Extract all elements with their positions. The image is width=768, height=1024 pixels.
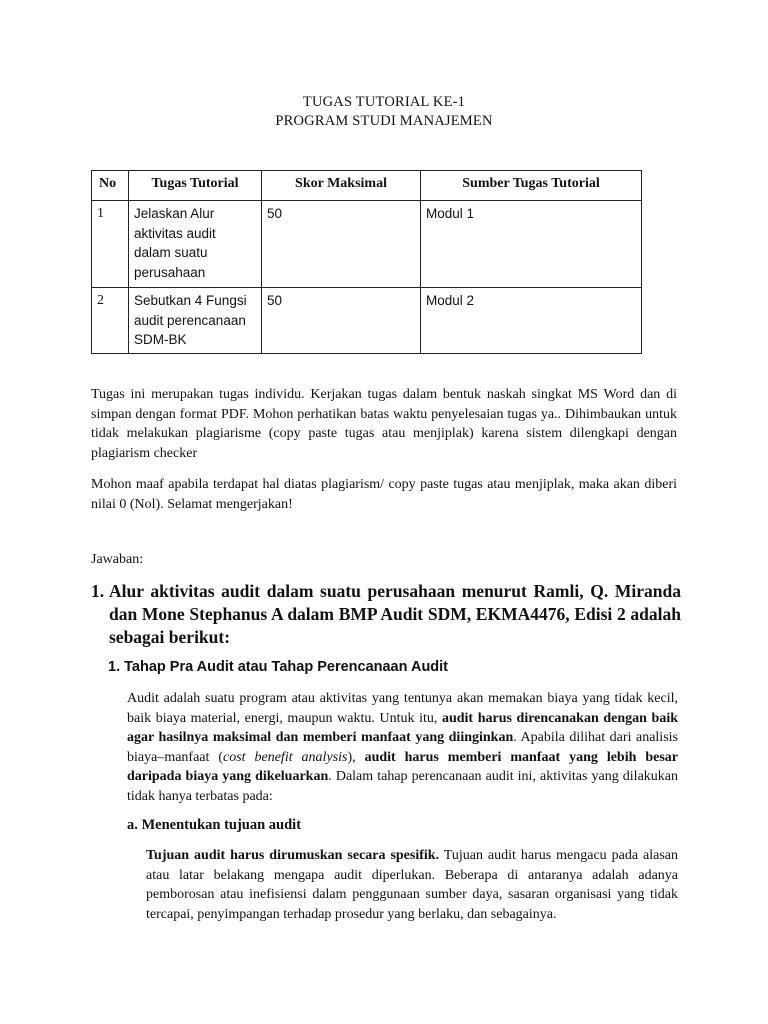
table-row (92, 288, 642, 354)
section-paragraph (127, 689, 678, 806)
bold-run: audit harus direncanakan dengan baik agar hasilnya maksimal dan memberi manfaat yang diinginkan (127, 710, 678, 745)
text-run: . Dalam tahap perencanaan audit ini, aktivitas yang dilakukan tidak hanya terbatas pada: (127, 769, 678, 804)
answer-label: Jawaban: (91, 552, 144, 567)
cell-sumber: Modul 2 (421, 288, 642, 354)
text-run: Audit adalah suatu program atau aktivitas yang tentunya akan memakan biaya yang tidak kecil, baik biaya material, energi, maupun waktu. Untuk itu, (127, 691, 678, 726)
subsection-paragraph (146, 846, 678, 924)
text-run: . Apabila dilihat dari analisis biaya–manfaat ( (127, 730, 678, 765)
italic-run: cost benefit analysis (223, 749, 348, 765)
cell-sumber: Modul 1 (421, 201, 642, 288)
section-heading: 1. Tahap Pra Audit atau Tahap Perencanaan Audit (108, 659, 449, 675)
answer-heading (91, 580, 681, 649)
heading-text: Alur aktivitas audit dalam suatu perusahaan menurut Ramli, Q. Miranda dan Mone Stephanus A dalam BMP Audit SDM, EKMA4476, Edisi 2 adalah sebagai berikut: (109, 581, 681, 647)
cell-skor: 50 (262, 201, 421, 288)
cell-skor: 50 (262, 288, 421, 354)
column-header-sumber: Sumber Tugas Tutorial (421, 171, 642, 201)
task-table (91, 170, 642, 354)
cell-tugas: Jelaskan Alur aktivitas audit dalam suatu perusahaan (129, 201, 262, 288)
cell-tugas: Sebutkan 4 Fungsi audit perencanaan SDM-BK (129, 288, 262, 354)
document-subtitle: PROGRAM STUDI MANAJEMEN (275, 113, 493, 129)
bold-run: audit harus memberi manfaat yang lebih besar daripada biaya yang dikeluarkan (127, 749, 679, 784)
column-header-no: No (92, 171, 129, 201)
instruction-paragraph: Tugas ini merupakan tugas individu. Kerjakan tugas dalam bentuk naskah singkat MS Word dan di simpan dengan format PDF. Mohon perhatikan batas waktu penyelesaian tugas ya.. Dihimbaukan untuk tidak melakukan plagiarisme (copy paste tugas atau menjiplak) karena sistem dilengkapi dengan plagiarism checker (91, 387, 677, 461)
bold-run: Tujuan audit harus dirumuskan secara spesifik. (146, 848, 440, 863)
cell-no: 2 (92, 288, 129, 354)
heading-number: 1. (91, 581, 105, 601)
column-header-skor: Skor Maksimal (262, 171, 421, 201)
subsection-heading: a. Menentukan tujuan audit (127, 817, 302, 833)
column-header-tugas: Tugas Tutorial (129, 171, 262, 201)
cell-no: 1 (92, 201, 129, 288)
table-row (92, 201, 642, 288)
document-title: TUGAS TUTORIAL KE-1 (302, 94, 466, 110)
warning-paragraph: Mohon maaf apabila terdapat hal diatas plagiarism/ copy paste tugas atau menjiplak, maka akan diberi nilai 0 (Nol). Selamat mengerjakan! (91, 477, 677, 512)
text-run: Tujuan audit harus mengacu pada alasan atau latar belakang mengapa audit diperlukan. Beberapa di antaranya adalah adanya pemborosan atau inefisiensi dalam penggunaan sumber daya, sasaran organisasi yang tidak tercapai, penyimpangan terhadap prosedur yang berlaku, dan sebagainya. (146, 848, 678, 922)
text-run: ), (347, 749, 365, 765)
table-header-row (92, 171, 642, 201)
